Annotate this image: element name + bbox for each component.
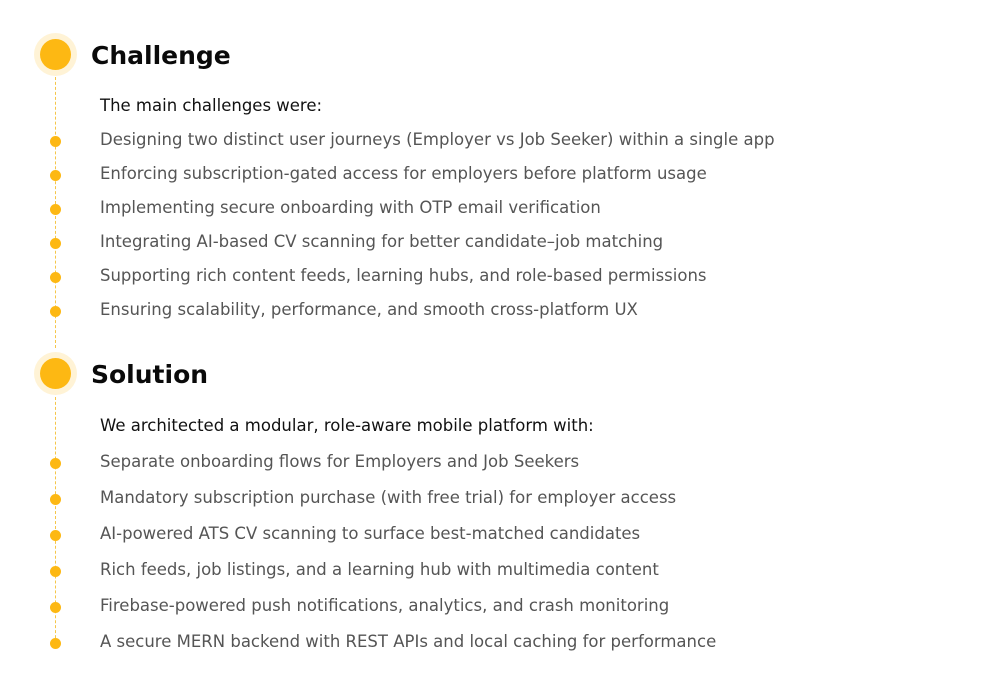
solution-intro: We architected a modular, role-aware mobile platform with: — [100, 416, 594, 435]
challenge-item: Designing two distinct user journeys (Employer vs Job Seeker) within a single app — [100, 130, 775, 149]
solution-item: Firebase-powered push notifications, analytics, and crash monitoring — [100, 596, 670, 615]
challenge-item: Enforcing subscription-gated access for employers before platform usage — [100, 164, 707, 183]
solution-item: Separate onboarding flows for Employers and Job Seekers — [100, 452, 580, 471]
solution-item: AI-powered ATS CV scanning to surface best-matched candidates — [100, 524, 641, 543]
solution-marker-icon — [40, 358, 71, 389]
bullet-dot-icon — [50, 306, 61, 317]
bullet-dot-icon — [50, 238, 61, 249]
bullet-dot-icon — [50, 170, 61, 181]
bullet-dot-icon — [50, 566, 61, 577]
solution-item: Rich feeds, job listings, and a learning hub with multimedia content — [100, 560, 659, 579]
challenge-item: Supporting rich content feeds, learning hubs, and role-based permissions — [100, 266, 707, 285]
bullet-dot-icon — [50, 494, 61, 505]
challenge-item: Ensuring scalability, performance, and smooth cross-platform UX — [100, 300, 638, 319]
challenge-intro: The main challenges were: — [100, 96, 323, 115]
challenge-heading: Challenge — [91, 41, 231, 70]
challenge-marker-icon — [40, 39, 71, 70]
bullet-dot-icon — [50, 530, 61, 541]
bullet-dot-icon — [50, 458, 61, 469]
solution-item: Mandatory subscription purchase (with free trial) for employer access — [100, 488, 677, 507]
bullet-dot-icon — [50, 272, 61, 283]
solution-item: A secure MERN backend with REST APIs and local caching for performance — [100, 632, 717, 651]
bullet-dot-icon — [50, 602, 61, 613]
bullet-dot-icon — [50, 638, 61, 649]
challenge-item: Implementing secure onboarding with OTP email verification — [100, 198, 601, 217]
challenge-item: Integrating AI-based CV scanning for better candidate–job matching — [100, 232, 664, 251]
solution-heading: Solution — [91, 360, 209, 389]
bullet-dot-icon — [50, 136, 61, 147]
bullet-dot-icon — [50, 204, 61, 215]
